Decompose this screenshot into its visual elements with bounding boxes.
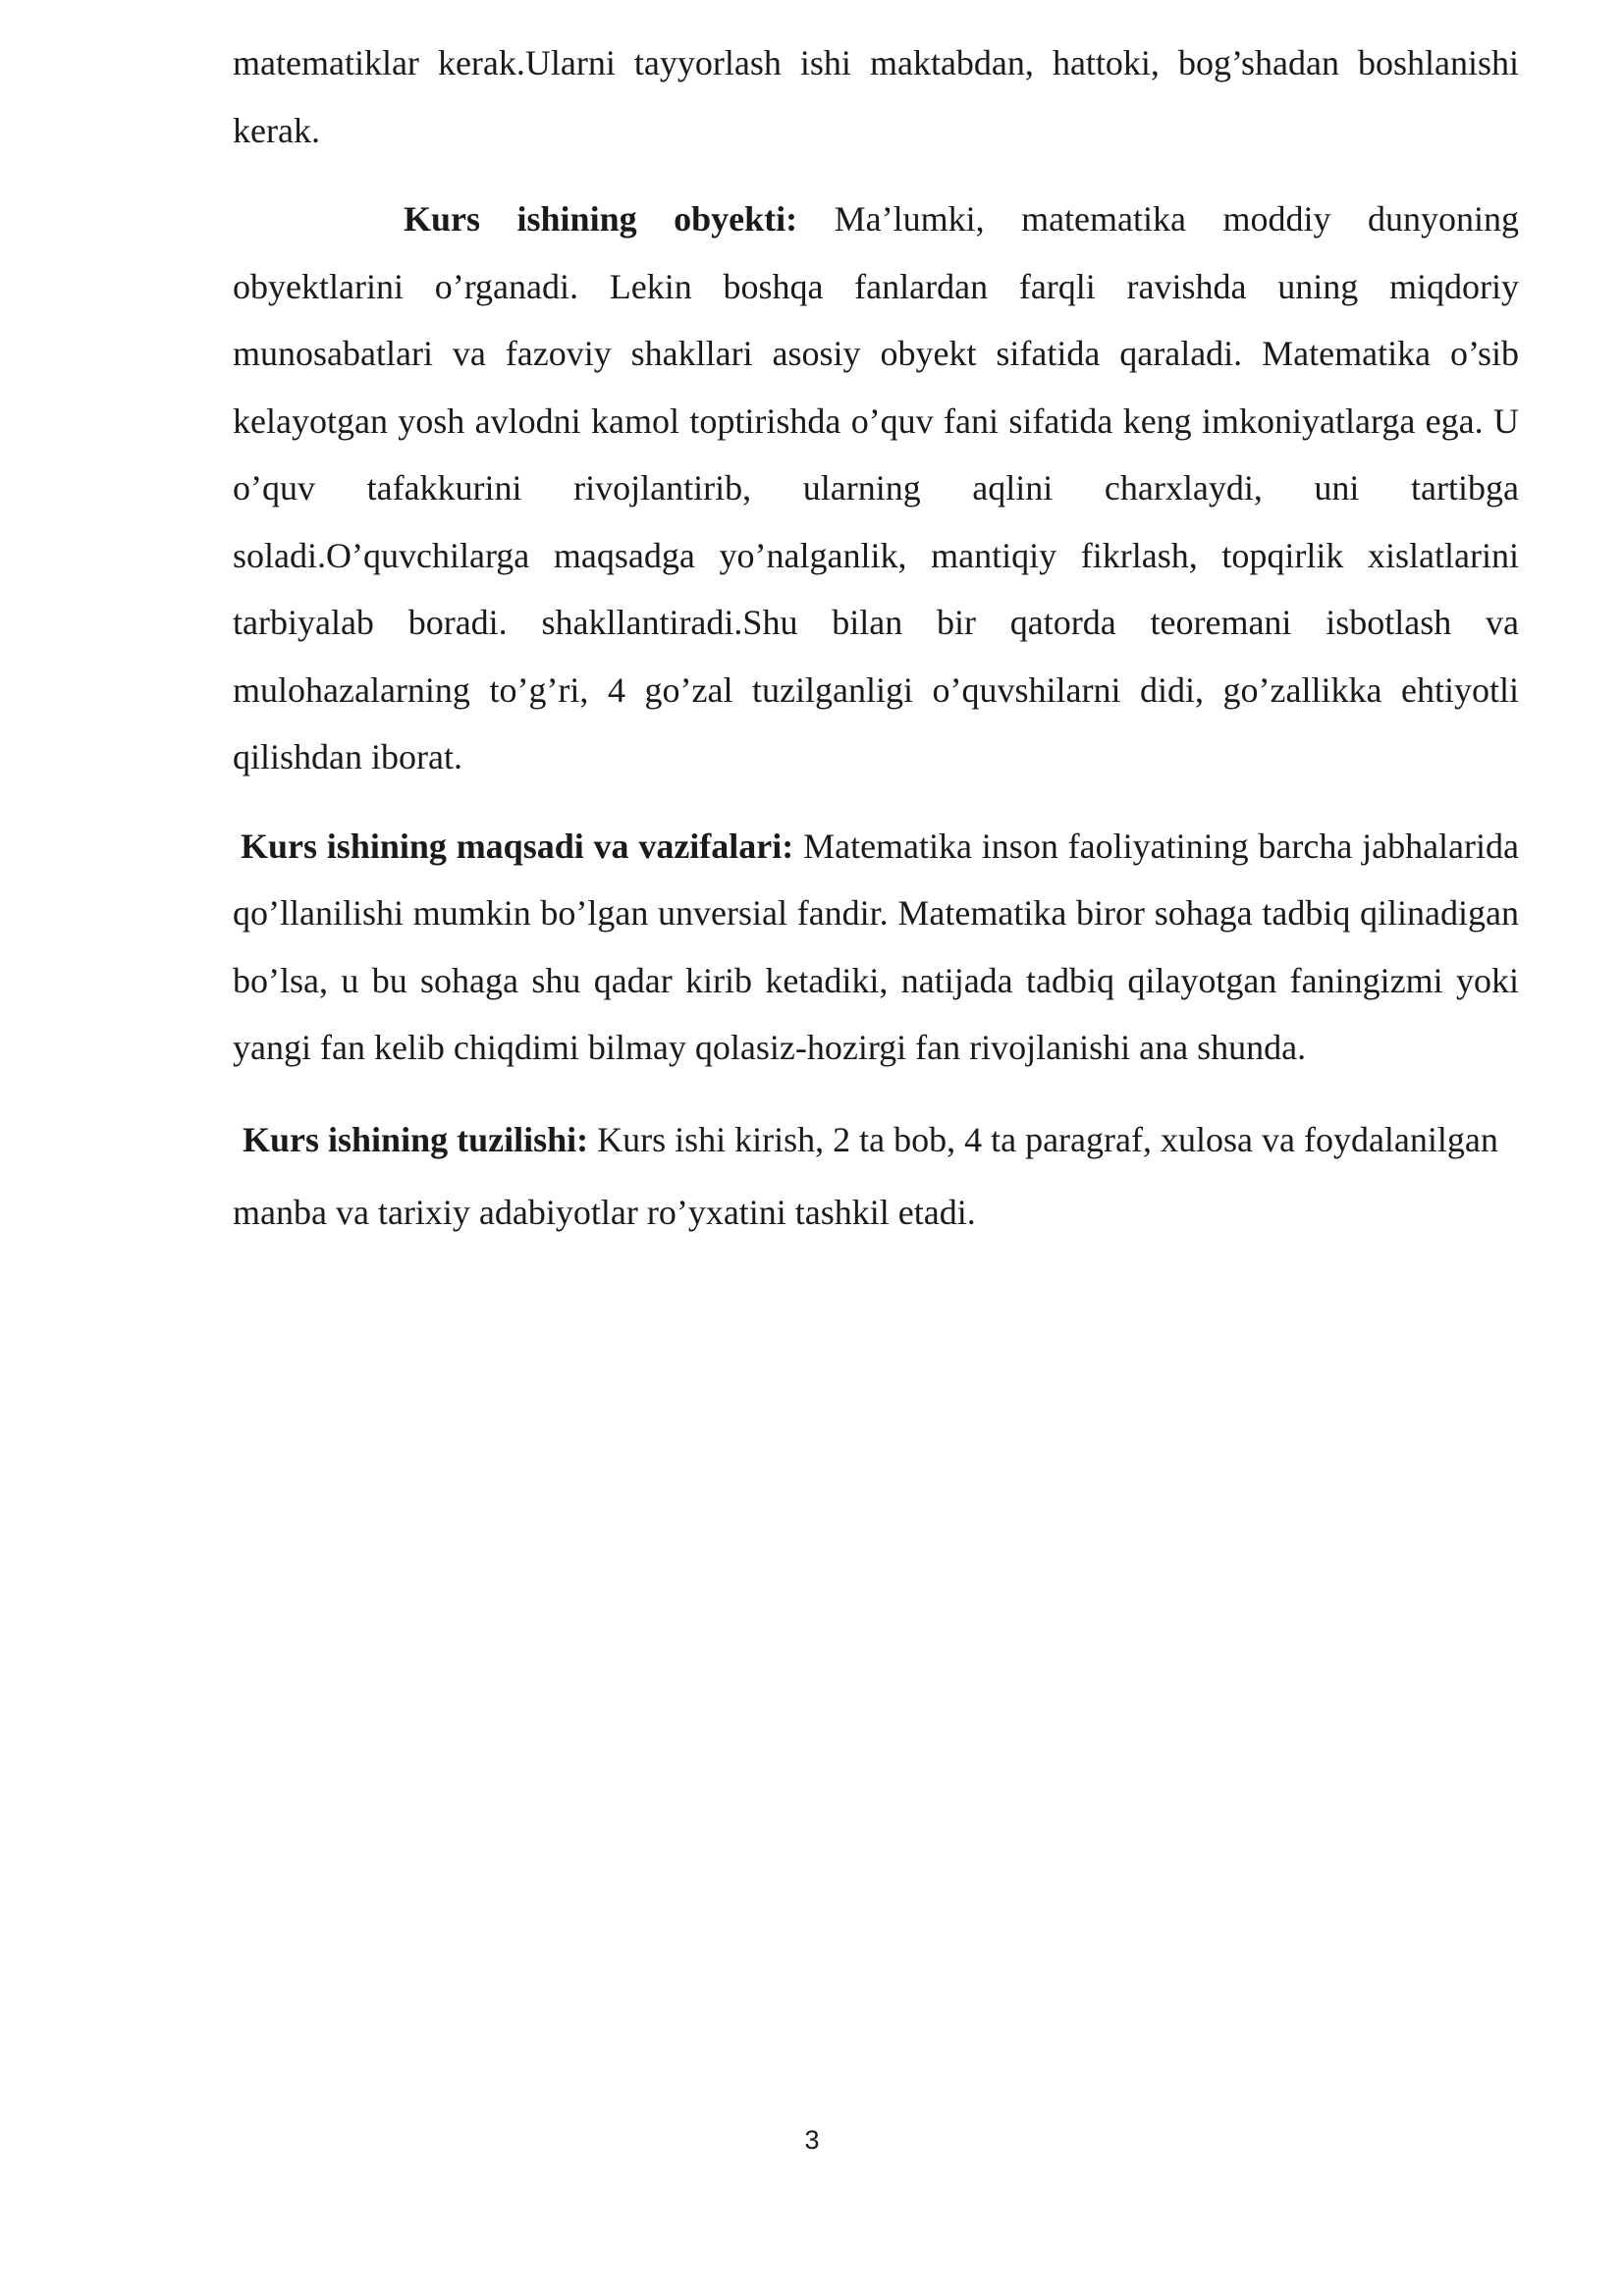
paragraph-heading: Kurs ishining maqsadi va vazifalari: bbox=[241, 826, 794, 866]
paragraph-text: Matematika inson faoliyatining barcha jabhalarida qo’llanilishi mumkin bo’lgan unversial fandir. Matematika biror sohaga tadbiq qilinadigan bo’lsa, u bu sohaga shu qadar kirib ketadiki, natijada tadbiq qilayotgan faningizmi yoki yangi fan kelib chiqdimi bilmay qolasiz-hozirgi fan rivojlanishi ana shunda. bbox=[233, 826, 1520, 1067]
paragraph-text: matematiklar kerak.Ularni tayyorlash ishi maktabdan, hattoki, bog’shadan boshlanishi kerak. bbox=[233, 43, 1519, 150]
paragraph-text: Ma’lumki, matematika moddiy dunyoning obyektlarini o’rganadi. Lekin boshqa fanlardan farqli ravishda uning miqdoriy munosabatlari va fazoviy shakllari asosiy obyekt sifatida qaraladi. Matematika o’sib kelayotgan yosh avlodni kamol toptirishda o’quv fani sifatida keng imkoniyatlarga ega. U o’quv tafakkurini rivojlantirib, ularning aqlini charxlaydi, uni tartibga soladi.O’quvchilarga maqsadga yo’nalganlik, mantiqiy fikrlash, topqirlik xislatlarini tarbiyalab boradi. shakllantiradi.Shu bilan bir qatorda teoremani isbotlash va mulohazalarning to’g’ri, 4 go’zal tuzilganligi o’quvshilarni didi, go’zallikka ehtiyotli qilishdan iborat. bbox=[233, 199, 1519, 776]
page-number: 3 bbox=[804, 2125, 820, 2155]
paragraph-goals bbox=[233, 813, 1519, 1082]
paragraph-heading: Kurs ishining obyekti: bbox=[404, 199, 798, 239]
paragraph-text: Kurs ishi kirish, 2 ta bob, 4 ta paragraf, xulosa va foydalanilgan manba va tarixiy adabiyotlar ro’yxatini tashkil etadi. bbox=[233, 1119, 1498, 1232]
paragraph-intro-continuation bbox=[233, 29, 1519, 164]
paragraph-object bbox=[233, 186, 1519, 791]
document-page bbox=[233, 29, 1519, 1249]
paragraph-heading: Kurs ishining tuzilishi: bbox=[243, 1119, 589, 1159]
paragraph-structure bbox=[233, 1103, 1519, 1249]
